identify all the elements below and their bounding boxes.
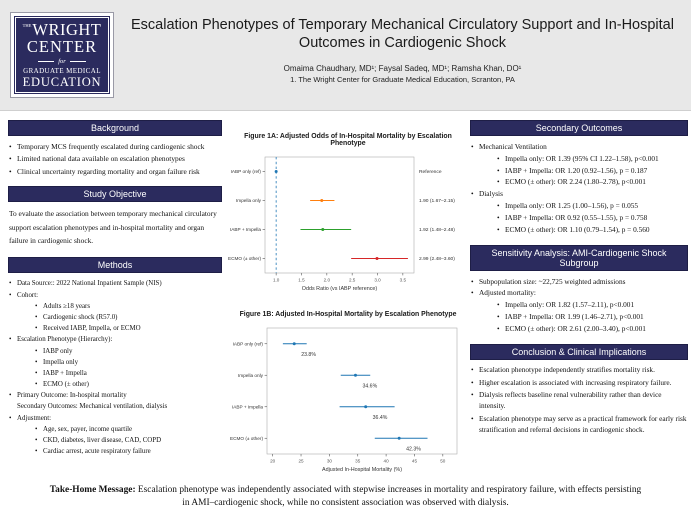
svg-text:IABP + Impella: IABP + Impella [229, 227, 261, 233]
logo-center: CENTER [26, 37, 98, 56]
methods-list [8, 278, 222, 457]
secondary-item: • Dialysis [470, 188, 688, 200]
methods-item: • Data Source:: 2022 National Inpatient Sample (NIS) [8, 278, 222, 289]
figures-column [227, 123, 469, 483]
figure-1a-title: Figure 1A: Adjusted Odds of In-Hospital Mortality by Escalation Phenotype [244, 133, 452, 147]
svg-text:40: 40 [383, 458, 389, 464]
methods-item: • Cardiac arrest, acute respiratory failure [34, 446, 222, 457]
methods-item: • Cardiogenic shock (R57.0) [34, 312, 222, 323]
conclusion-item: • Higher escalation is associated with increasing respiratory failure. [470, 378, 688, 389]
methods-item: • ECMO (± other) [34, 379, 222, 390]
affiliation-line: 1. The Wright Center for Graduate Medical Education, Scranton, PA [290, 75, 515, 85]
background-item: • Clinical uncertainty regarding mortality and organ failure risk [8, 166, 222, 177]
poster-header [0, 0, 691, 111]
methods-item: Secondary Outcomes: Mechanical ventilation, dialysis [17, 403, 168, 411]
svg-text:Adjusted In-Hospital Mortality: Adjusted In-Hospital Mortality (%) [322, 467, 402, 473]
secondary-outcomes-section-header: Secondary Outcomes [470, 120, 688, 136]
logo-education: EDUCATION [22, 75, 102, 89]
svg-text:3.0: 3.0 [374, 277, 381, 283]
secondary-item: • IABP + Impella: OR 1.20 (0.92–1.56), p = 0.187 [496, 165, 688, 177]
svg-text:23.8%: 23.8% [301, 351, 316, 358]
svg-text:1.90 (1.67–2.15): 1.90 (1.67–2.15) [419, 199, 455, 205]
svg-text:35: 35 [355, 458, 361, 464]
secondary-item: • ECMO (± other): OR 2.24 (1.80–2.78), p<0.001 [496, 176, 688, 188]
conclusion-section-header: Conclusion & Clinical Implications [470, 344, 688, 360]
methods-item: • IABP + Impella [34, 368, 222, 379]
svg-text:36.4%: 36.4% [372, 414, 388, 421]
svg-text:25: 25 [298, 458, 304, 464]
conclusion-item: • Dialysis reflects baseline renal vulnerability rather than device intensity. [470, 390, 688, 412]
methods-item: • CKD, diabetes, liver disease, CAD, COPD [34, 435, 222, 446]
sensitivity-item: • Adjusted mortality: [470, 287, 688, 299]
svg-text:ECMO (± other): ECMO (± other) [227, 256, 261, 262]
sensitivity-item: • ECMO (± other): OR 2.61 (2.00–3.40), p<0.001 [496, 323, 688, 335]
figure-1b-forest-plot [227, 320, 469, 478]
svg-text:34.6%: 34.6% [362, 383, 378, 390]
methods-item: • Impella only [34, 357, 222, 368]
background-item: • Temporary MCS frequently escalated during cardiogenic shock [8, 141, 222, 152]
background-item: • Limited national data available on escalation phenotypes [8, 153, 222, 164]
authors-line: Omaima Chaudhary, MD¹; Faysal Sadeq, MD¹; Ramsha Khan, DO¹ [283, 64, 522, 74]
right-column [470, 120, 688, 445]
svg-text:50: 50 [440, 458, 446, 464]
svg-text:2.99 (2.48–3.60): 2.99 (2.48–3.60) [419, 257, 455, 263]
poster-title: Escalation Phenotypes of Temporary Mechanical Circulatory Support and In-Hospital Outcomes in Cardiogenic Shock [131, 17, 674, 52]
secondary-item: • Mechanical Ventilation [470, 141, 688, 153]
title-block [118, 16, 687, 84]
methods-item: • Adjustment: [8, 413, 222, 424]
svg-text:Impella only: Impella only [235, 198, 261, 204]
methods-item: • Primary Outcome: In-hospital mortality [8, 390, 222, 401]
sensitivity-item: • Impella only: OR 1.82 (1.57–2.11), p<0.001 [496, 299, 688, 311]
take-home-label: Take-Home Message: [49, 485, 136, 495]
logo-the: THE [22, 22, 32, 28]
figure-1b-title: Figure 1B: Adjusted In-Hospital Mortality by Escalation Phenotype [239, 311, 457, 318]
background-list [8, 141, 222, 177]
svg-text:1.5: 1.5 [298, 277, 305, 283]
svg-text:Impella only: Impella only [237, 372, 263, 378]
secondary-item: • ECMO (± other): OR 1.10 (0.79–1.54), p = 0.560 [496, 224, 688, 236]
svg-text:45: 45 [411, 458, 418, 464]
secondary-outcomes-list [470, 141, 688, 236]
svg-text:20: 20 [270, 458, 276, 464]
svg-text:ECMO (± other): ECMO (± other) [229, 435, 263, 441]
methods-item: • Cohort: [8, 290, 222, 301]
background-section-header: Background [8, 120, 222, 136]
take-home-text: Escalation phenotype was independently associated with stepwise increases in mortality and respiratory failure, with effects persisting in AMI–cardiogenic shock, while no consistent association was observed with dialysis. [135, 485, 642, 508]
sensitivity-item: • Subpopulation size: ~22,725 weighted admissions [470, 276, 688, 288]
methods-section-header: Methods [8, 257, 222, 273]
svg-text:IABP only (ref): IABP only (ref) [230, 169, 261, 175]
secondary-item: • Impella only: OR 1.39 (95% CI 1.22–1.58), p<0.001 [496, 153, 688, 165]
methods-item: • Received IABP, Impella, or ECMO [34, 323, 222, 334]
wright-center-logo-inner [15, 17, 109, 93]
figure-1a-forest-plot [227, 149, 469, 297]
svg-text:IABP + Impella: IABP + Impella [231, 404, 263, 410]
sensitivity-item: • IABP + Impella: OR 1.99 (1.46–2.71), p<0.001 [496, 311, 688, 323]
sensitivity-list [470, 276, 688, 335]
svg-text:3.5: 3.5 [399, 277, 407, 283]
svg-text:42.3%: 42.3% [406, 446, 421, 453]
conclusion-item: • Escalation phenotype independently stratifies mortality risk. [470, 365, 688, 376]
methods-item: • IABP only [34, 346, 222, 357]
secondary-item: • Impella only: OR 1.25 (1.00–1.56), p = 0.055 [496, 200, 688, 212]
svg-text:30: 30 [326, 458, 332, 464]
svg-text:2.5: 2.5 [348, 277, 356, 283]
logo-for: for [38, 59, 86, 66]
logo-wright: WRIGHT [32, 19, 102, 39]
conclusion-item: • Escalation phenotype may serve as a practical framework for early risk stratification and referral decisions in cardiogenic shock. [470, 414, 688, 436]
objective-text: To evaluate the association between temporary mechanical circulatory support escalation phenotypes and in-hospital mortality and organ failure in cardiogenic shock. [9, 209, 217, 246]
methods-item: • Adults ≥18 years [34, 301, 222, 312]
objective-section-header: Study Objective [8, 186, 222, 202]
logo-wright-line [22, 19, 102, 39]
svg-text:2.0: 2.0 [323, 277, 331, 283]
secondary-item: • IABP + Impella: OR 0.92 (0.55–1.55), p = 0.758 [496, 212, 688, 224]
svg-text:IABP only (ref): IABP only (ref) [232, 341, 263, 347]
sensitivity-section-header: Sensitivity Analysis: AMI-Cardiogenic Shock Subgroup [470, 245, 688, 271]
left-column [8, 120, 222, 466]
svg-text:Odds Ratio (vs IABP reference): Odds Ratio (vs IABP reference) [301, 286, 378, 292]
logo-graduate-medical: GRADUATE MEDICAL [23, 67, 101, 75]
wright-center-logo [10, 12, 114, 98]
methods-item: • Age, sex, payer, income quartile [34, 424, 222, 435]
conclusion-list [470, 365, 688, 437]
methods-item: • Escalation Phenotype (Hierarchy): [8, 334, 222, 345]
svg-text:1.92 (1.48–2.48): 1.92 (1.48–2.48) [419, 228, 455, 234]
svg-text:Reference: Reference [419, 170, 442, 176]
take-home-message [0, 484, 691, 509]
svg-text:1.0: 1.0 [272, 277, 280, 283]
